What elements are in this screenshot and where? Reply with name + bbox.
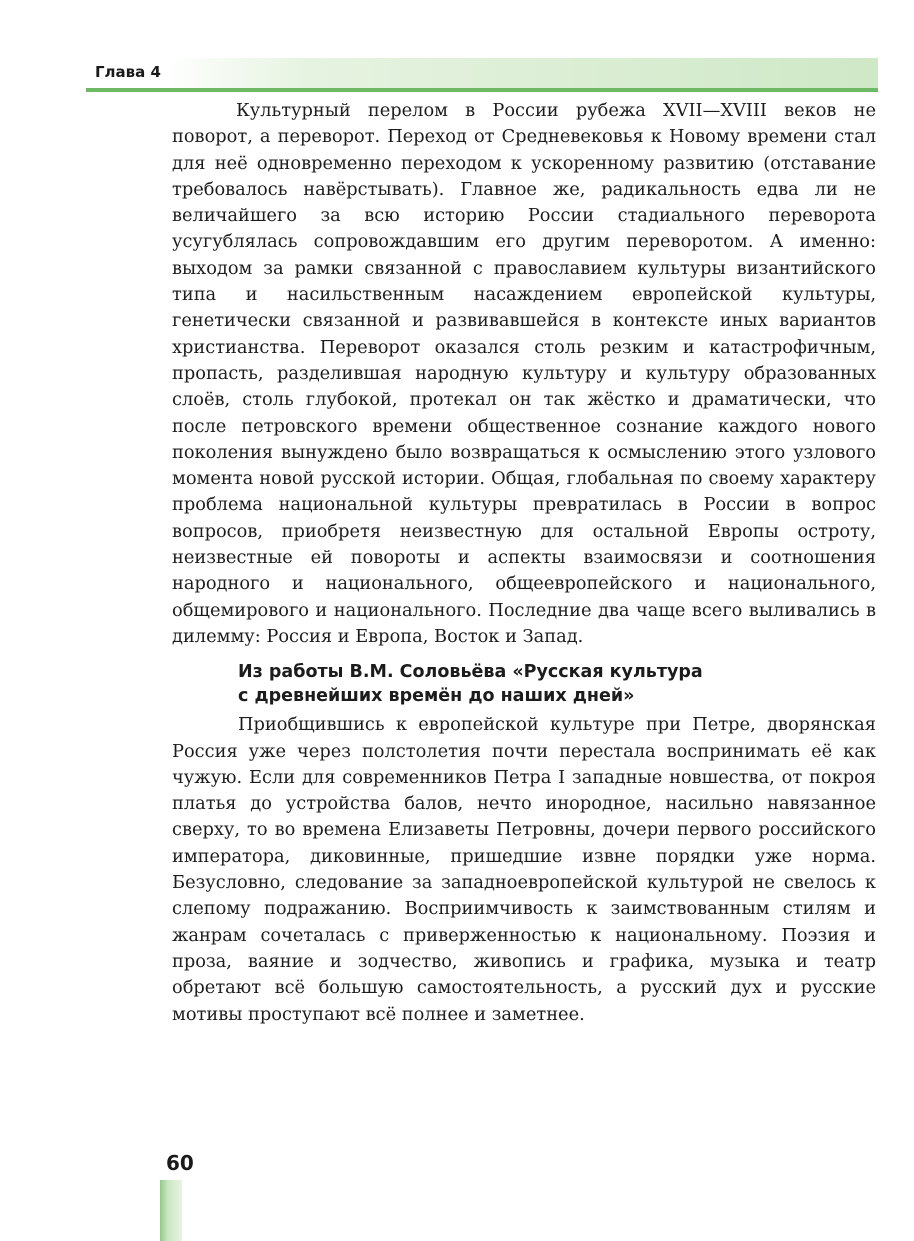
chapter-label: Глава 4 bbox=[95, 63, 161, 81]
header-band bbox=[86, 58, 878, 88]
side-band bbox=[160, 1180, 182, 1241]
paragraph-2: Приобщившись к европейской культуре при Петре, дворянская Россия уже через полстолетия почти перестала воспринимать её как чужую. Если для современников Петра I западные новшества, от покроя платья до устройства балов, нечто инородное, насильно навязанное сверху, то во времена Елизаветы Петровны, дочери первого российского императора, диковинные, пришедшие извне порядки уже норма. Безусловно, следование за западноевропейской культурой не свелось к слепому подражанию. Восприимчивость к заимствованным стилям и жанрам сочеталась с приверженностью к национальному. Поэзия и проза, ваяние и зодчество, живопись и графика, музыка и театр обретают всё большую самостоятельность, а русский дух и русские мотивы проступают всё полнее и заметнее. bbox=[172, 714, 876, 1025]
section-heading-line-1: Из работы В.М. Соловьёва «Русская культура bbox=[238, 662, 703, 683]
paragraph-1: Культурный перелом в России рубежа XVII—XVIII веков не поворот, а переворот. Переход от Средневековья к Новому времени стал для неё одновременно переходом к ускоренному развитию (отставание требовалось навёрстывать). Главное же, радикальность едва ли не величайшего за всю историю России стадиального переворота усугублялась сопровождавшим его другим переворотом. А именно: выходом за рамки связанной с православием культуры византийского типа и насильственным насаждением европейской культуры, генетически связанной и развивавшейся в контексте иных вариантов христианства. Переворот оказался столь резким и катастрофичным, пропасть, разделившая народную культуру и культуру образованных слоёв, столь глубокой, протекал он так жёстко и драматически, что после петровского времени общественное сознание каждого нового поколения вынуждено было возвращаться к осмыслению этого узлового момента новой русской истории. Общая, глобальная по своему характеру проблема национальной культуры превратилась в России в вопрос вопросов, приобретя неизвестную для остальной Европы остроту, неизвестные ей повороты и аспекты взаимосвязи и соотношения народного и национального, общеевропейского и национального, общемирового и национального. Последние два чаще всего выливались в дилемму: Россия и Европа, Восток и Запад. bbox=[172, 100, 876, 647]
section-heading bbox=[238, 660, 876, 708]
page-number: 60 bbox=[166, 1151, 194, 1175]
main-text bbox=[172, 98, 876, 1028]
header-rule bbox=[86, 88, 878, 92]
section-heading-line-2: с древнейших времён до наших дней» bbox=[238, 686, 635, 707]
